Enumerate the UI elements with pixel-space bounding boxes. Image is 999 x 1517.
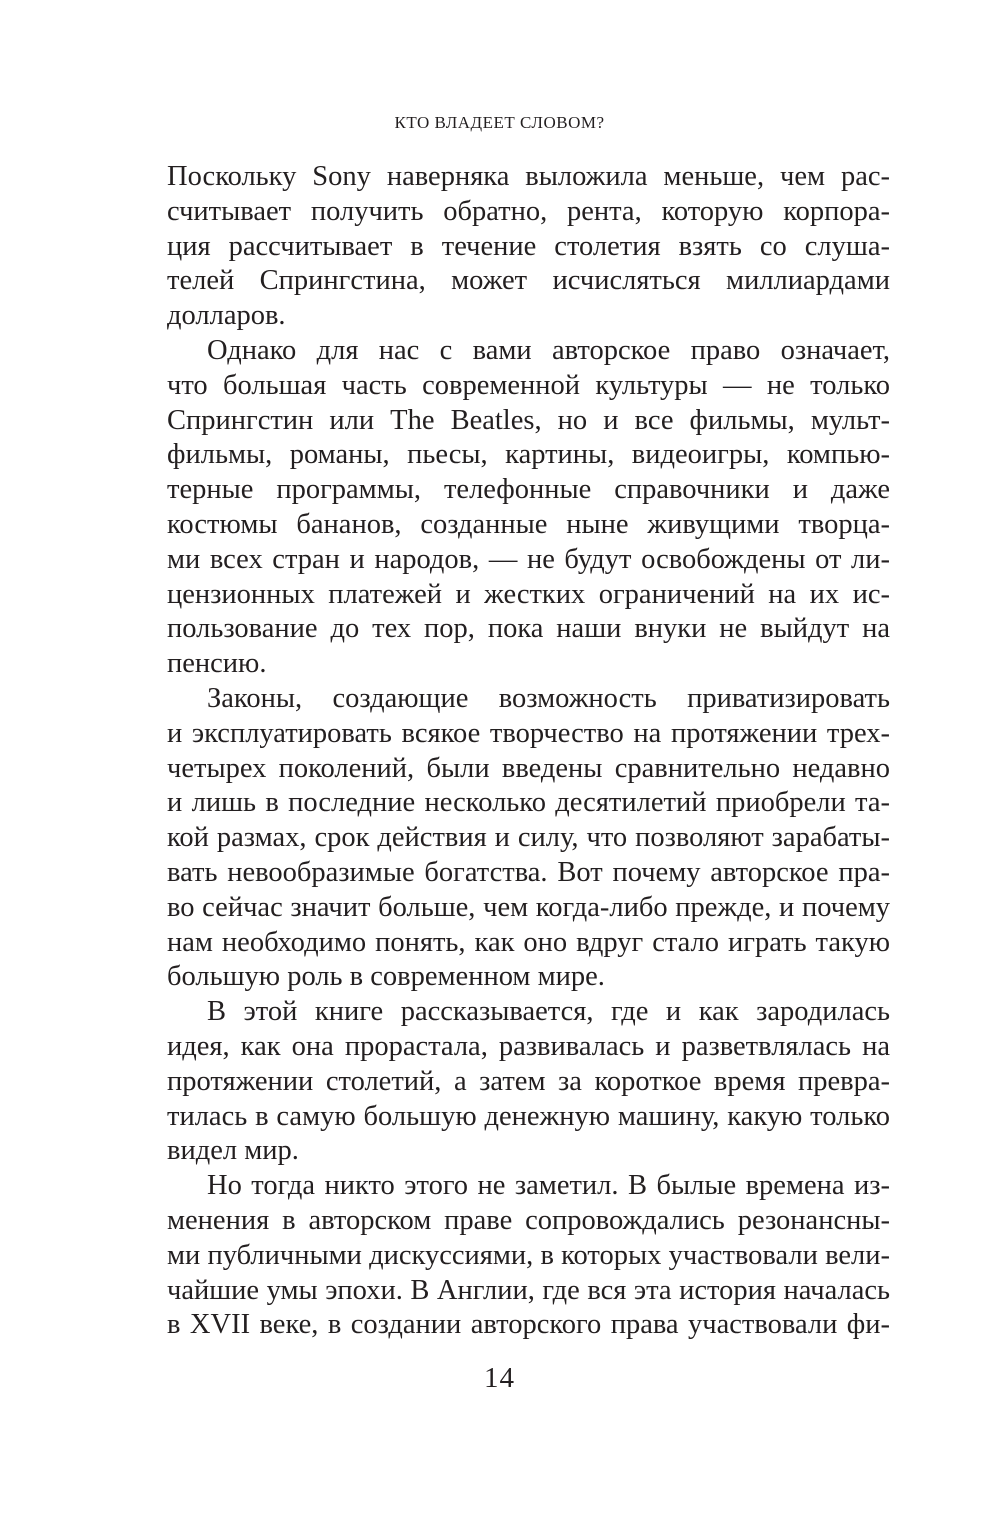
text-line: фильмы, романы, пьесы, картины, видеоигры, компью- <box>167 439 890 471</box>
text-line: что большая часть современной культуры — не только <box>167 369 890 401</box>
paragraph <box>167 995 890 1169</box>
text-line: пенсию. <box>167 648 267 680</box>
paragraph <box>167 1169 890 1343</box>
text-line: и лишь в последние несколько десятилетий приобрели та- <box>167 787 890 819</box>
text-line: большую роль в современном мире. <box>167 961 605 993</box>
paragraph <box>167 682 890 995</box>
text-line: Но тогда никто этого не заметил. В былые времена из- <box>207 1170 890 1202</box>
text-line: и эксплуатировать всякое творчество на протяжении трех- <box>167 717 890 749</box>
text-line: четырех поколений, были введены сравнительно недавно <box>167 752 890 784</box>
text-line: терные программы, телефонные справочники и даже <box>167 474 890 506</box>
text-line: в XVII веке, в создании авторского права участвовали фи- <box>167 1309 890 1341</box>
text-line: пользование до тех пор, пока наши внуки не выйдут на <box>167 613 890 645</box>
text-line: тилась в самую большую денежную машину, какую только <box>167 1100 890 1132</box>
text-line: костюмы бананов, созданные ныне живущими творца- <box>167 508 890 540</box>
text-line: менения в авторском праве сопровождались резонансны- <box>167 1204 890 1236</box>
text-line: телей Спрингстина, может исчисляться миллиардами <box>167 265 890 297</box>
text-line: чайшие умы эпохи. В Англии, где вся эта история началась <box>167 1274 890 1306</box>
text-line: ми всех стран и народов, — не будут освобождены от ли- <box>167 543 890 575</box>
text-line: нам необходимо понять, как оно вдруг стало играть такую <box>167 926 890 958</box>
text-line: ция рассчитывает в течение столетия взять со слуша- <box>167 230 890 262</box>
text-line: В этой книге рассказывается, где и как зародилась <box>207 996 890 1028</box>
page-number: 14 <box>484 1362 515 1394</box>
text-line: ми публичными дискуссиями, в которых участвовали вели- <box>167 1239 890 1271</box>
text-line: Поскольку Sony наверняка выложила меньше, чем рас- <box>167 161 890 192</box>
text-line: цензионных платежей и жестких ограничений на их ис- <box>167 578 890 610</box>
text-line: считывает получить обратно, рента, которую корпора- <box>167 195 890 227</box>
text-line: Спрингстин или The Beatles, но и все фильмы, мульт- <box>167 404 890 436</box>
paragraph <box>167 334 890 682</box>
text-line: долларов. <box>167 300 286 332</box>
text-line: идея, как она прорастала, развивалась и разветвлялась на <box>167 1030 890 1062</box>
text-line: во сейчас значит больше, чем когда-либо прежде, и почему <box>167 891 890 923</box>
text-line: протяжении столетий, а затем за короткое время превра- <box>167 1065 890 1097</box>
text-line: Законы, создающие возможность приватизировать <box>207 682 890 714</box>
text-line: Однако для нас с вами авторское право означает, <box>207 334 890 366</box>
running-head: КТО ВЛАДЕЕТ СЛОВОМ? <box>394 113 605 132</box>
text-line: вать невообразимые богатства. Вот почему авторское пра- <box>167 856 890 888</box>
body-text <box>167 160 890 1343</box>
text-line: видел мир. <box>167 1135 299 1167</box>
paragraph <box>167 160 890 334</box>
text-line: кой размах, срок действия и силу, что позволяют зарабаты- <box>167 822 890 854</box>
